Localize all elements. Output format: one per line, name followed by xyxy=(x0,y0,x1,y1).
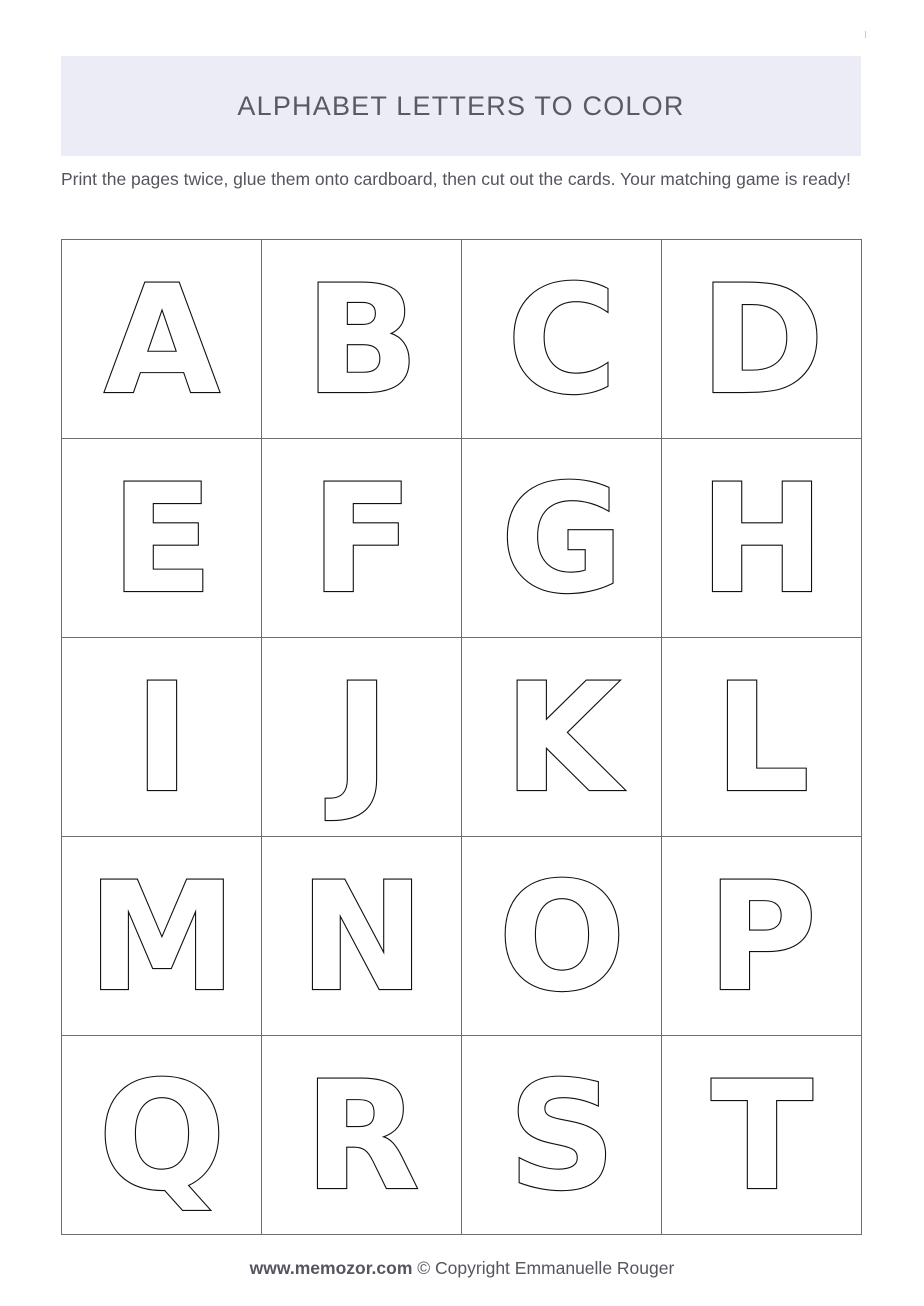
letter-cell xyxy=(662,1036,862,1235)
letter-outline-d xyxy=(677,249,847,429)
letter-glyph: D xyxy=(699,254,824,428)
letter-outline-n xyxy=(277,846,447,1026)
letter-outline-h xyxy=(677,448,847,628)
letter-outline-l xyxy=(677,647,847,827)
letter-cell xyxy=(62,240,262,439)
letter-cell xyxy=(262,1036,462,1235)
letter-glyph: N xyxy=(298,851,425,1025)
letter-outline-s xyxy=(477,1045,647,1225)
letter-cell xyxy=(262,439,462,638)
letter-glyph: R xyxy=(303,1050,420,1224)
letter-cell xyxy=(62,1036,262,1235)
letter-cell xyxy=(662,638,862,837)
letter-outline-r xyxy=(277,1045,447,1225)
letter-cell xyxy=(462,1036,662,1235)
letter-cell xyxy=(262,240,462,439)
letter-glyph: T xyxy=(710,1050,813,1224)
letter-glyph: G xyxy=(499,453,624,627)
letter-outline-m xyxy=(77,846,247,1026)
letter-glyph: P xyxy=(706,851,817,1025)
letter-outline-i xyxy=(77,647,247,827)
letter-outline-j xyxy=(277,647,447,827)
letter-cell xyxy=(662,837,862,1036)
letter-glyph: C xyxy=(506,254,617,428)
letter-cell xyxy=(662,240,862,439)
letter-outline-g xyxy=(477,448,647,628)
letter-cell xyxy=(462,638,662,837)
letter-cell xyxy=(462,439,662,638)
letter-outline-o xyxy=(477,846,647,1026)
letter-glyph: K xyxy=(503,652,620,826)
letter-glyph: Q xyxy=(97,1050,226,1224)
footer-site-name: www.memozor.com xyxy=(249,1258,413,1278)
letter-glyph: H xyxy=(698,453,825,627)
letter-glyph: I xyxy=(133,652,190,826)
letter-outline-t xyxy=(677,1045,847,1225)
letter-cell xyxy=(262,837,462,1036)
letter-card-grid xyxy=(61,239,862,1235)
letter-glyph: A xyxy=(103,254,220,428)
letter-glyph: M xyxy=(86,851,237,1025)
footer xyxy=(0,1258,924,1279)
letter-glyph: E xyxy=(110,453,213,627)
letter-glyph: F xyxy=(310,453,413,627)
letter-glyph: B xyxy=(304,254,419,428)
letter-cell xyxy=(62,439,262,638)
page-title: ALPHABET LETTERS TO COLOR xyxy=(237,90,685,121)
letter-cell xyxy=(462,240,662,439)
letter-cell xyxy=(662,439,862,638)
letter-outline-b xyxy=(277,249,447,429)
letter-cell xyxy=(262,638,462,837)
letter-glyph: S xyxy=(507,1050,616,1224)
letter-outline-p xyxy=(677,846,847,1026)
letter-outline-f xyxy=(277,448,447,628)
page-corner-mark xyxy=(865,31,866,38)
letter-cell xyxy=(462,837,662,1036)
letter-outline-c xyxy=(477,249,647,429)
instructions-text: Print the pages twice, glue them onto cardboard, then cut out the cards. Your matching game is ready! xyxy=(61,169,851,189)
page-title-banner xyxy=(61,56,861,156)
letter-outline-k xyxy=(477,647,647,827)
letter-outline-a xyxy=(77,249,247,429)
letter-glyph: J xyxy=(333,652,390,826)
letter-cell xyxy=(62,837,262,1036)
letter-outline-e xyxy=(77,448,247,628)
letter-glyph: L xyxy=(713,652,810,826)
footer-copyright: © Copyright Emmanuelle Rouger xyxy=(412,1258,675,1278)
letter-outline-q xyxy=(77,1045,247,1225)
letter-cell xyxy=(62,638,262,837)
letter-glyph: O xyxy=(497,851,626,1025)
